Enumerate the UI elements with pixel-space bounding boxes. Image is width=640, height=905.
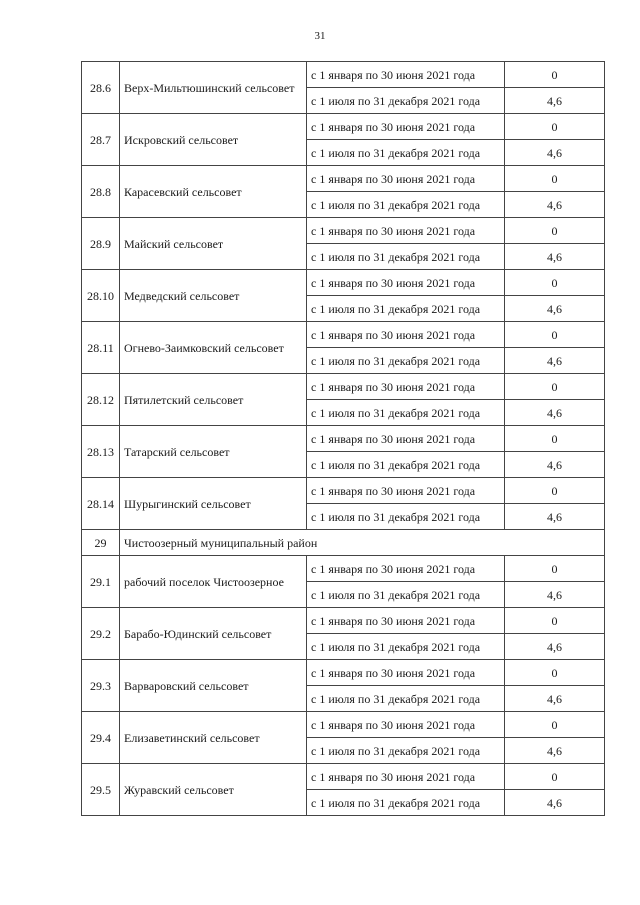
period-cell: с 1 января по 30 июня 2021 года bbox=[307, 660, 505, 686]
rate-value: 0 bbox=[505, 114, 605, 140]
table-row bbox=[82, 712, 605, 738]
municipality-name: рабочий поселок Чистоозерное bbox=[120, 556, 307, 608]
municipality-name: Медведский сельсовет bbox=[120, 270, 307, 322]
period-cell: с 1 июля по 31 декабря 2021 года bbox=[307, 686, 505, 712]
table-row bbox=[82, 764, 605, 790]
period-cell: с 1 января по 30 июня 2021 года bbox=[307, 608, 505, 634]
rate-value: 4,6 bbox=[505, 348, 605, 374]
row-number: 29.2 bbox=[82, 608, 120, 660]
period-cell: с 1 января по 30 июня 2021 года bbox=[307, 114, 505, 140]
row-number: 28.14 bbox=[82, 478, 120, 530]
rate-value: 4,6 bbox=[505, 452, 605, 478]
municipality-name: Варваровский сельсовет bbox=[120, 660, 307, 712]
period-cell: с 1 января по 30 июня 2021 года bbox=[307, 270, 505, 296]
rate-value: 0 bbox=[505, 478, 605, 504]
tax-rate-table bbox=[81, 61, 605, 816]
table-row bbox=[82, 270, 605, 296]
row-number: 28.13 bbox=[82, 426, 120, 478]
period-cell: с 1 июля по 31 декабря 2021 года bbox=[307, 452, 505, 478]
row-number: 28.7 bbox=[82, 114, 120, 166]
rate-value: 4,6 bbox=[505, 192, 605, 218]
rate-value: 0 bbox=[505, 218, 605, 244]
period-cell: с 1 июля по 31 декабря 2021 года bbox=[307, 582, 505, 608]
period-cell: с 1 июля по 31 декабря 2021 года bbox=[307, 504, 505, 530]
municipality-name: Верх-Мильтюшинский сельсовет bbox=[120, 62, 307, 114]
rate-value: 0 bbox=[505, 764, 605, 790]
period-cell: с 1 января по 30 июня 2021 года bbox=[307, 556, 505, 582]
row-number: 29.4 bbox=[82, 712, 120, 764]
rate-value: 4,6 bbox=[505, 244, 605, 270]
period-cell: с 1 июля по 31 декабря 2021 года bbox=[307, 634, 505, 660]
period-cell: с 1 января по 30 июня 2021 года bbox=[307, 62, 505, 88]
table-row bbox=[82, 556, 605, 582]
rate-value: 4,6 bbox=[505, 634, 605, 660]
rate-value: 0 bbox=[505, 166, 605, 192]
municipality-name: Пятилетский сельсовет bbox=[120, 374, 307, 426]
row-number: 28.9 bbox=[82, 218, 120, 270]
page-number: 31 bbox=[314, 30, 326, 42]
table-row bbox=[82, 374, 605, 400]
period-cell: с 1 июля по 31 декабря 2021 года bbox=[307, 400, 505, 426]
rate-value: 4,6 bbox=[505, 296, 605, 322]
period-cell: с 1 января по 30 июня 2021 года bbox=[307, 478, 505, 504]
rate-value: 4,6 bbox=[505, 400, 605, 426]
period-cell: с 1 июля по 31 декабря 2021 года bbox=[307, 88, 505, 114]
table-row bbox=[82, 218, 605, 244]
period-cell: с 1 января по 30 июня 2021 года bbox=[307, 764, 505, 790]
rate-value: 0 bbox=[505, 322, 605, 348]
municipality-name: Журавский сельсовет bbox=[120, 764, 307, 816]
period-cell: с 1 июля по 31 декабря 2021 года bbox=[307, 140, 505, 166]
table-row bbox=[82, 478, 605, 504]
table-row bbox=[82, 608, 605, 634]
rate-value: 4,6 bbox=[505, 686, 605, 712]
period-cell: с 1 января по 30 июня 2021 года bbox=[307, 218, 505, 244]
section-number: 29 bbox=[82, 530, 120, 556]
table-row bbox=[82, 426, 605, 452]
period-cell: с 1 января по 30 июня 2021 года bbox=[307, 166, 505, 192]
row-number: 28.11 bbox=[82, 322, 120, 374]
table-row bbox=[82, 660, 605, 686]
rate-value: 0 bbox=[505, 270, 605, 296]
period-cell: с 1 июля по 31 декабря 2021 года bbox=[307, 192, 505, 218]
rate-value: 4,6 bbox=[505, 582, 605, 608]
period-cell: с 1 июля по 31 декабря 2021 года bbox=[307, 790, 505, 816]
table-row bbox=[82, 322, 605, 348]
row-number: 29.5 bbox=[82, 764, 120, 816]
period-cell: с 1 января по 30 июня 2021 года bbox=[307, 426, 505, 452]
municipality-name: Майский сельсовет bbox=[120, 218, 307, 270]
municipality-name: Барабо-Юдинский сельсовет bbox=[120, 608, 307, 660]
rate-value: 0 bbox=[505, 660, 605, 686]
row-number: 29.3 bbox=[82, 660, 120, 712]
municipality-name: Карасевский сельсовет bbox=[120, 166, 307, 218]
period-cell: с 1 июля по 31 декабря 2021 года bbox=[307, 244, 505, 270]
period-cell: с 1 июля по 31 декабря 2021 года bbox=[307, 738, 505, 764]
table-row bbox=[82, 166, 605, 192]
rate-value: 0 bbox=[505, 374, 605, 400]
municipality-name: Елизаветинский сельсовет bbox=[120, 712, 307, 764]
rate-value: 4,6 bbox=[505, 504, 605, 530]
row-number: 28.6 bbox=[82, 62, 120, 114]
section-row bbox=[82, 530, 605, 556]
period-cell: с 1 июля по 31 декабря 2021 года bbox=[307, 296, 505, 322]
table-row bbox=[82, 114, 605, 140]
period-cell: с 1 января по 30 июня 2021 года bbox=[307, 374, 505, 400]
rate-value: 0 bbox=[505, 712, 605, 738]
rate-value: 0 bbox=[505, 608, 605, 634]
rate-value: 0 bbox=[505, 556, 605, 582]
municipality-name: Огнево-Заимковский сельсовет bbox=[120, 322, 307, 374]
row-number: 28.12 bbox=[82, 374, 120, 426]
municipality-name: Шурыгинский сельсовет bbox=[120, 478, 307, 530]
municipality-name: Татарский сельсовет bbox=[120, 426, 307, 478]
rate-value: 0 bbox=[505, 426, 605, 452]
table-body bbox=[82, 62, 605, 816]
rate-value: 4,6 bbox=[505, 88, 605, 114]
period-cell: с 1 января по 30 июня 2021 года bbox=[307, 712, 505, 738]
rate-value: 0 bbox=[505, 62, 605, 88]
row-number: 29.1 bbox=[82, 556, 120, 608]
row-number: 28.10 bbox=[82, 270, 120, 322]
period-cell: с 1 июля по 31 декабря 2021 года bbox=[307, 348, 505, 374]
rate-value: 4,6 bbox=[505, 738, 605, 764]
period-cell: с 1 января по 30 июня 2021 года bbox=[307, 322, 505, 348]
row-number: 28.8 bbox=[82, 166, 120, 218]
section-name: Чистоозерный муниципальный район bbox=[120, 530, 605, 556]
rate-value: 4,6 bbox=[505, 140, 605, 166]
rate-value: 4,6 bbox=[505, 790, 605, 816]
municipality-name: Искровский сельсовет bbox=[120, 114, 307, 166]
table-row bbox=[82, 62, 605, 88]
